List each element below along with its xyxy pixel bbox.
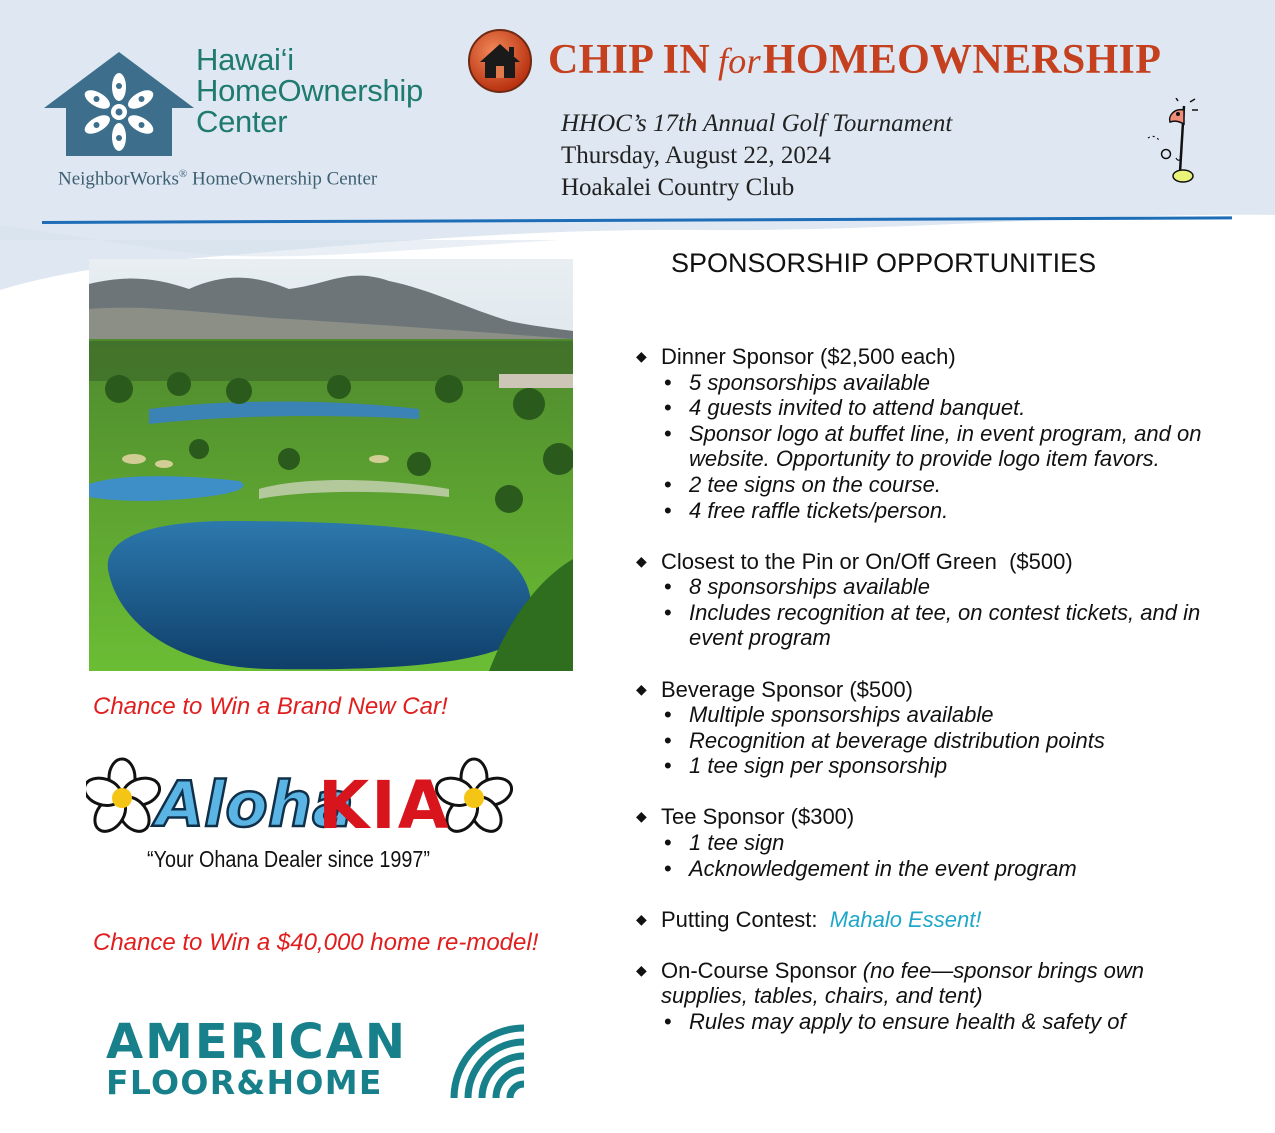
golf-flag-icon — [1140, 98, 1204, 188]
kia-script: Aloha — [156, 768, 354, 841]
title-for: for — [717, 41, 761, 81]
sponsor-tier-heading — [661, 804, 1236, 830]
golf-course-photo — [89, 259, 573, 671]
tier-benefits — [661, 702, 1236, 779]
tier-price: ($300) — [784, 804, 855, 830]
sponsor-tier-beverage — [636, 677, 1236, 779]
sponsorship-title: SPONSORSHIP OPPORTUNITIES — [671, 248, 1097, 278]
benefit-item: • Includes recognition at tee, on contest tickets, and in event program — [661, 600, 1236, 651]
tier-name: Dinner Sponsor — [661, 344, 814, 369]
tier-benefits — [661, 574, 1236, 651]
org-name-line3: Center — [196, 104, 288, 139]
sponsorship-list — [636, 344, 1236, 1060]
event-title — [548, 36, 1161, 84]
benefit-item: • Recognition at beverage distribution points — [661, 728, 1236, 754]
org-name-line1: Hawai‘i — [196, 42, 294, 77]
tier-name: Putting Contest: — [661, 906, 818, 932]
afh-logo-line2: FLOOR&HOME — [106, 1063, 383, 1102]
sponsor-tier-heading — [661, 958, 1236, 1009]
benefit-item: • 4 guests invited to attend banquet. — [661, 395, 1236, 421]
diamond-bullet-icon: ◆ — [636, 552, 647, 569]
event-venue: Hoakalei Country Club — [561, 174, 795, 201]
sponsor-tier-heading — [661, 907, 1236, 933]
tier-benefits — [661, 830, 1236, 881]
sponsor-tier-on-course — [636, 958, 1236, 1035]
sponsor-tier-heading — [661, 549, 1236, 575]
tier-benefits — [661, 1009, 1236, 1035]
tier-benefits — [661, 370, 1236, 524]
benefit-item: • 8 sponsorships available — [661, 574, 1236, 600]
afh-logo-line1: AMERICAN — [106, 1014, 408, 1070]
sponsor-tier-heading — [661, 344, 1236, 370]
kia-brand: KIA — [318, 767, 451, 844]
tier-note: (no fee—sponsor brings own supplies, tables, chairs, and tent) — [661, 957, 1145, 1009]
registered-mark: ® — [178, 168, 188, 180]
plumeria-flower-icon — [86, 759, 163, 837]
benefit-item: • Acknowledgement in the event program — [661, 856, 1236, 882]
tier-name: On-Course Sponsor — [661, 957, 857, 983]
benefit-item: • 4 free raffle tickets/person. — [661, 498, 1236, 524]
benefit-item: • 2 tee signs on the course. — [661, 472, 1236, 498]
home-badge-icon — [467, 28, 533, 94]
benefit-item: • Rules may apply to ensure health & safety of — [661, 1009, 1236, 1035]
benefit-item: • 5 sponsorships available — [661, 370, 1236, 396]
tier-name: Closest to the Pin or On/Off Green — [661, 548, 997, 574]
tier-price: ($500) — [843, 676, 913, 702]
event-date: Thursday, August 22, 2024 — [561, 142, 831, 169]
diamond-bullet-icon: ◆ — [636, 348, 647, 364]
house-logo-icon — [44, 46, 194, 158]
diamond-bullet-icon: ◆ — [636, 961, 647, 978]
benefit-item: • 1 tee sign — [661, 830, 1236, 856]
org-sub-main: NeighborWorks — [58, 168, 179, 190]
diamond-bullet-icon: ◆ — [636, 680, 647, 697]
benefit-item: • Sponsor logo at buffet line, in event program, and on website. Opportunity to provide logo item favors. — [661, 421, 1236, 472]
car-promo-text: Chance to Win a Brand New Car! — [93, 693, 448, 720]
event-details — [561, 108, 952, 204]
diamond-bullet-icon: ◆ — [636, 808, 647, 825]
title-part1: CHIP IN — [548, 37, 710, 83]
sponsor-tier-heading — [661, 677, 1236, 703]
tier-name: Tee Sponsor — [661, 804, 785, 830]
sponsor-tier-closest-pin — [636, 549, 1236, 651]
org-name — [196, 44, 423, 137]
tier-price: ($500) — [996, 548, 1073, 574]
signal-waves-icon — [446, 1020, 530, 1100]
remodel-promo-text: Chance to Win a $40,000 home re-model! — [93, 929, 539, 956]
org-subtitle — [58, 168, 377, 190]
sponsor-tier-tee — [636, 804, 1236, 881]
kia-tagline: “Your Ohana Dealer since 1997” — [147, 846, 430, 872]
benefit-item: • 1 tee sign per sponsorship — [661, 753, 1236, 779]
org-sub-tail: HomeOwnership Center — [187, 168, 378, 190]
tier-highlight: Mahalo Essent! — [829, 906, 982, 932]
benefit-item: • Multiple sponsorships available — [661, 702, 1236, 728]
org-logo — [44, 42, 464, 192]
org-name-line2: HomeOwnership — [196, 73, 423, 108]
title-part2: HOMEOWNERSHIP — [762, 37, 1162, 83]
diamond-bullet-icon: ◆ — [636, 910, 647, 927]
tier-price: ($2,500 each) — [813, 344, 956, 369]
sponsor-tier-dinner — [636, 344, 1236, 523]
event-name: HHOC’s 17th Annual Golf Tournament — [561, 110, 953, 137]
sponsor-tier-putting — [636, 907, 1236, 933]
tier-name: Beverage Sponsor — [661, 676, 844, 702]
